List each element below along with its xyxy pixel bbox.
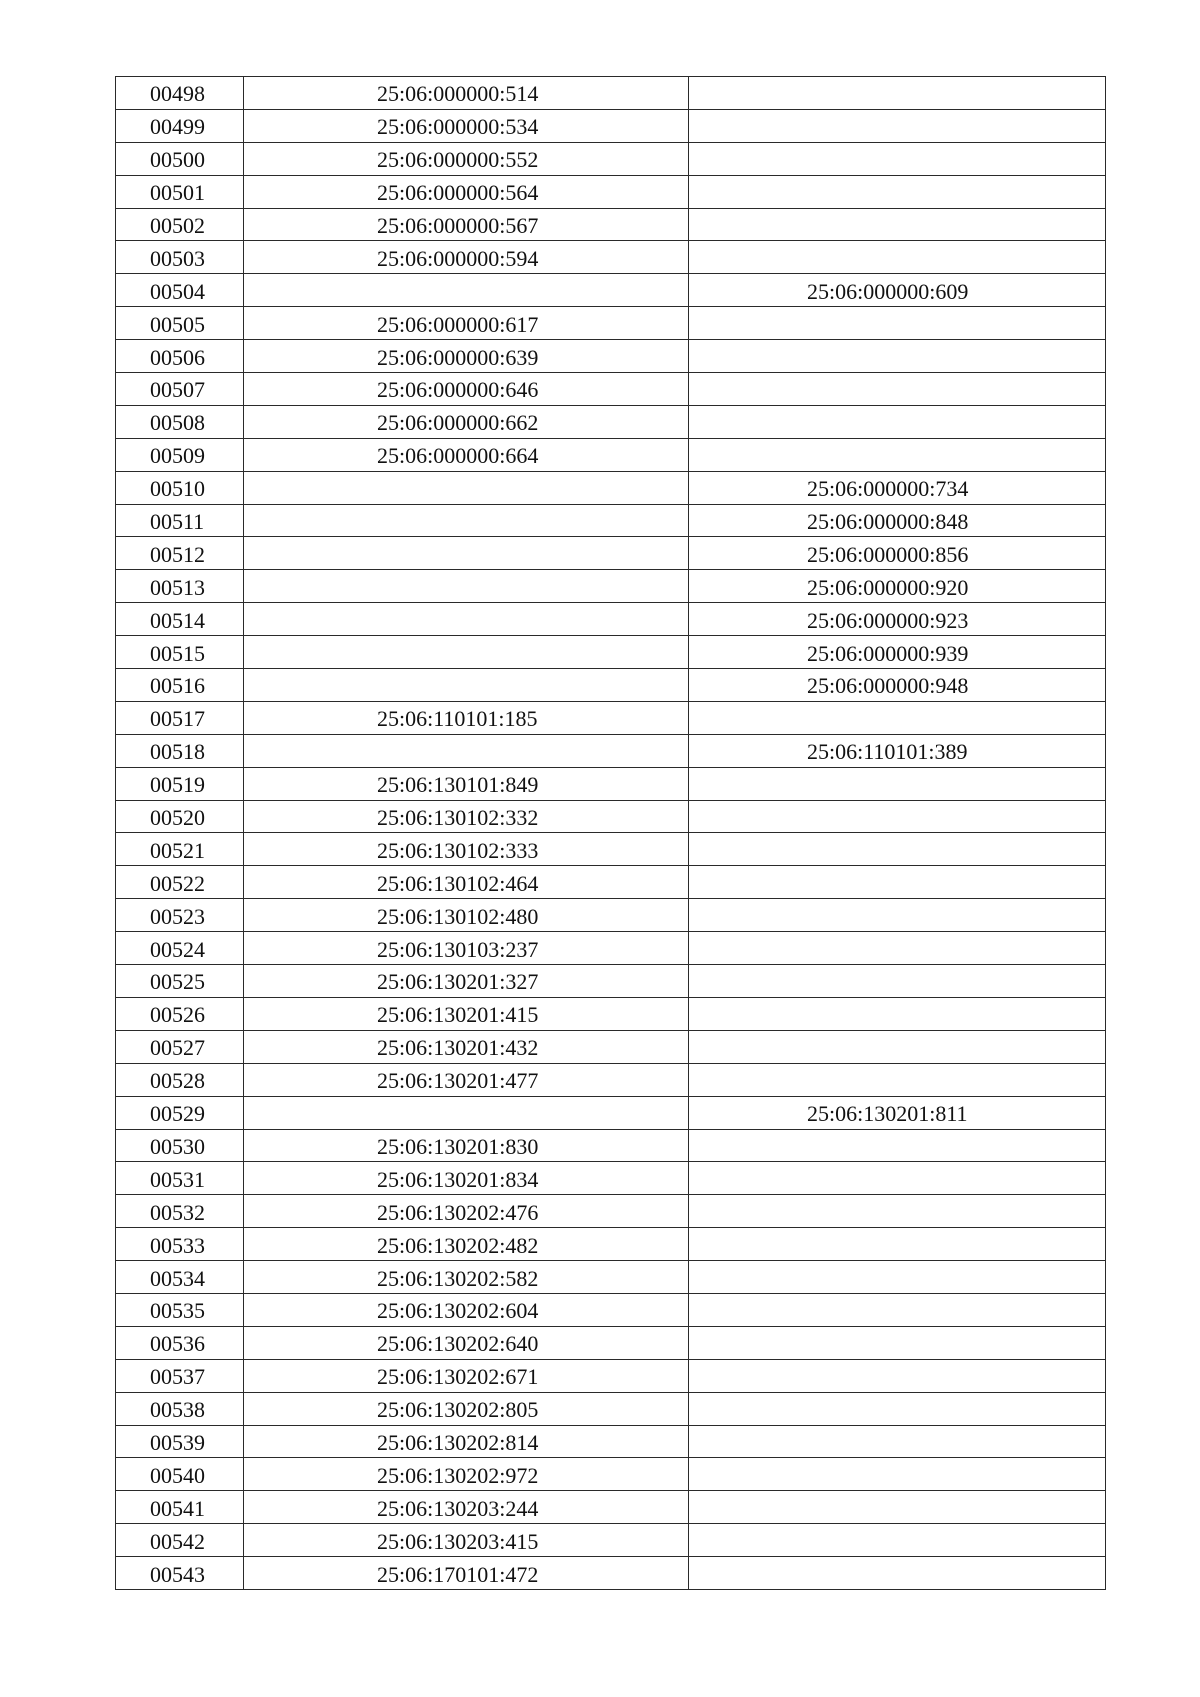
cadastral-number-cell: 25:06:000000:594: [244, 241, 689, 274]
secondary-cadastral-number-cell: [689, 241, 1106, 274]
row-number-cell: 00503: [116, 241, 244, 274]
table-row: [116, 504, 1106, 537]
row-number-cell: 00502: [116, 208, 244, 241]
cadastral-number-cell: 25:06:000000:567: [244, 208, 689, 241]
row-number-cell: 00543: [116, 1557, 244, 1590]
row-number-cell: 00515: [116, 636, 244, 669]
cadastral-number-cell: 25:06:130202:476: [244, 1195, 689, 1228]
secondary-cadastral-number-cell: [689, 1359, 1106, 1392]
table-row: [116, 1228, 1106, 1261]
table-row: [116, 965, 1106, 998]
row-number-cell: 00531: [116, 1162, 244, 1195]
table-body: [116, 77, 1106, 1590]
row-number-cell: 00518: [116, 734, 244, 767]
secondary-cadastral-number-cell: [689, 1129, 1106, 1162]
secondary-cadastral-number-cell: 25:06:130201:811: [689, 1096, 1106, 1129]
secondary-cadastral-number-cell: [689, 1063, 1106, 1096]
row-number-cell: 00505: [116, 307, 244, 340]
table-row: [116, 438, 1106, 471]
table-row: [116, 701, 1106, 734]
cadastral-number-cell: [244, 274, 689, 307]
row-number-cell: 00498: [116, 77, 244, 110]
table-row: [116, 1195, 1106, 1228]
row-number-cell: 00535: [116, 1293, 244, 1326]
cadastral-number-cell: 25:06:130201:477: [244, 1063, 689, 1096]
cadastral-number-cell: 25:06:000000:564: [244, 175, 689, 208]
row-number-cell: 00509: [116, 438, 244, 471]
row-number-cell: 00501: [116, 175, 244, 208]
row-number-cell: 00540: [116, 1458, 244, 1491]
cadastral-number-cell: 25:06:170101:472: [244, 1557, 689, 1590]
row-number-cell: 00508: [116, 405, 244, 438]
secondary-cadastral-number-cell: 25:06:000000:948: [689, 669, 1106, 702]
cadastral-number-cell: 25:06:110101:185: [244, 701, 689, 734]
secondary-cadastral-number-cell: [689, 1392, 1106, 1425]
secondary-cadastral-number-cell: [689, 405, 1106, 438]
secondary-cadastral-number-cell: [689, 1425, 1106, 1458]
table-row: [116, 570, 1106, 603]
cadastral-number-cell: 25:06:130202:814: [244, 1425, 689, 1458]
row-number-cell: 00542: [116, 1524, 244, 1557]
table-row: [116, 1063, 1106, 1096]
cadastral-number-cell: 25:06:130202:640: [244, 1326, 689, 1359]
secondary-cadastral-number-cell: [689, 800, 1106, 833]
table-row: [116, 175, 1106, 208]
row-number-cell: 00513: [116, 570, 244, 603]
secondary-cadastral-number-cell: [689, 1030, 1106, 1063]
row-number-cell: 00504: [116, 274, 244, 307]
secondary-cadastral-number-cell: [689, 997, 1106, 1030]
cadastral-number-cell: 25:06:000000:617: [244, 307, 689, 340]
secondary-cadastral-number-cell: [689, 77, 1106, 110]
secondary-cadastral-number-cell: 25:06:000000:734: [689, 471, 1106, 504]
secondary-cadastral-number-cell: [689, 1458, 1106, 1491]
row-number-cell: 00537: [116, 1359, 244, 1392]
cadastral-number-cell: 25:06:130202:671: [244, 1359, 689, 1392]
table-row: [116, 767, 1106, 800]
row-number-cell: 00517: [116, 701, 244, 734]
cadastral-number-cell: 25:06:130202:805: [244, 1392, 689, 1425]
cadastral-number-cell: [244, 570, 689, 603]
cadastral-number-cell: 25:06:130102:333: [244, 833, 689, 866]
secondary-cadastral-number-cell: [689, 932, 1106, 965]
row-number-cell: 00525: [116, 965, 244, 998]
secondary-cadastral-number-cell: [689, 899, 1106, 932]
secondary-cadastral-number-cell: 25:06:000000:920: [689, 570, 1106, 603]
secondary-cadastral-number-cell: [689, 1557, 1106, 1590]
table-row: [116, 1293, 1106, 1326]
row-number-cell: 00528: [116, 1063, 244, 1096]
cadastral-number-cell: 25:06:130201:432: [244, 1030, 689, 1063]
cadastral-number-cell: 25:06:000000:646: [244, 373, 689, 406]
table-row: [116, 1557, 1106, 1590]
table-row: [116, 1096, 1106, 1129]
secondary-cadastral-number-cell: [689, 767, 1106, 800]
cadastral-number-cell: [244, 603, 689, 636]
row-number-cell: 00530: [116, 1129, 244, 1162]
row-number-cell: 00500: [116, 142, 244, 175]
cadastral-number-cell: 25:06:130202:972: [244, 1458, 689, 1491]
secondary-cadastral-number-cell: 25:06:000000:848: [689, 504, 1106, 537]
table-row: [116, 471, 1106, 504]
row-number-cell: 00532: [116, 1195, 244, 1228]
cadastral-number-cell: 25:06:130202:482: [244, 1228, 689, 1261]
secondary-cadastral-number-cell: 25:06:000000:609: [689, 274, 1106, 307]
table-row: [116, 241, 1106, 274]
cadastral-number-cell: [244, 471, 689, 504]
cadastral-number-cell: 25:06:130202:604: [244, 1293, 689, 1326]
table-row: [116, 899, 1106, 932]
table-row: [116, 1359, 1106, 1392]
cadastral-number-cell: 25:06:000000:534: [244, 109, 689, 142]
row-number-cell: 00499: [116, 109, 244, 142]
cadastral-number-cell: 25:06:000000:662: [244, 405, 689, 438]
cadastral-number-cell: [244, 504, 689, 537]
secondary-cadastral-number-cell: [689, 307, 1106, 340]
cadastral-number-cell: 25:06:130202:582: [244, 1261, 689, 1294]
row-number-cell: 00521: [116, 833, 244, 866]
secondary-cadastral-number-cell: [689, 438, 1106, 471]
secondary-cadastral-number-cell: [689, 1524, 1106, 1557]
cadastral-number-cell: 25:06:130203:244: [244, 1491, 689, 1524]
secondary-cadastral-number-cell: [689, 208, 1106, 241]
row-number-cell: 00529: [116, 1096, 244, 1129]
secondary-cadastral-number-cell: [689, 142, 1106, 175]
cadastral-number-cell: 25:06:000000:552: [244, 142, 689, 175]
cadastral-number-cell: 25:06:130103:237: [244, 932, 689, 965]
cadastral-number-cell: [244, 537, 689, 570]
table-row: [116, 866, 1106, 899]
table-row: [116, 77, 1106, 110]
table-row: [116, 208, 1106, 241]
row-number-cell: 00510: [116, 471, 244, 504]
row-number-cell: 00512: [116, 537, 244, 570]
row-number-cell: 00507: [116, 373, 244, 406]
row-number-cell: 00527: [116, 1030, 244, 1063]
cadastral-number-cell: 25:06:130201:415: [244, 997, 689, 1030]
table-row: [116, 734, 1106, 767]
row-number-cell: 00520: [116, 800, 244, 833]
secondary-cadastral-number-cell: 25:06:000000:856: [689, 537, 1106, 570]
cadastral-number-cell: 25:06:130102:332: [244, 800, 689, 833]
row-number-cell: 00536: [116, 1326, 244, 1359]
secondary-cadastral-number-cell: [689, 866, 1106, 899]
row-number-cell: 00526: [116, 997, 244, 1030]
cadastral-number-cell: 25:06:000000:639: [244, 340, 689, 373]
table-row: [116, 1491, 1106, 1524]
table-row: [116, 340, 1106, 373]
table-row: [116, 603, 1106, 636]
secondary-cadastral-number-cell: [689, 340, 1106, 373]
table-row: [116, 1162, 1106, 1195]
secondary-cadastral-number-cell: [689, 1491, 1106, 1524]
cadastral-number-cell: [244, 734, 689, 767]
secondary-cadastral-number-cell: [689, 1293, 1106, 1326]
secondary-cadastral-number-cell: 25:06:110101:389: [689, 734, 1106, 767]
cadastral-number-cell: 25:06:000000:514: [244, 77, 689, 110]
cadastral-number-cell: 25:06:130201:830: [244, 1129, 689, 1162]
cadastral-table: [115, 76, 1106, 1590]
cadastral-number-cell: 25:06:130102:480: [244, 899, 689, 932]
row-number-cell: 00522: [116, 866, 244, 899]
table-row: [116, 307, 1106, 340]
table-row: [116, 1458, 1106, 1491]
row-number-cell: 00511: [116, 504, 244, 537]
table-row: [116, 636, 1106, 669]
secondary-cadastral-number-cell: [689, 373, 1106, 406]
cadastral-number-cell: 25:06:000000:664: [244, 438, 689, 471]
secondary-cadastral-number-cell: [689, 1228, 1106, 1261]
cadastral-number-cell: 25:06:130201:834: [244, 1162, 689, 1195]
table-row: [116, 997, 1106, 1030]
secondary-cadastral-number-cell: [689, 175, 1106, 208]
secondary-cadastral-number-cell: [689, 1326, 1106, 1359]
table-row: [116, 833, 1106, 866]
table-row: [116, 405, 1106, 438]
table-row: [116, 1425, 1106, 1458]
row-number-cell: 00534: [116, 1261, 244, 1294]
secondary-cadastral-number-cell: [689, 1195, 1106, 1228]
row-number-cell: 00524: [116, 932, 244, 965]
table-row: [116, 800, 1106, 833]
secondary-cadastral-number-cell: [689, 701, 1106, 734]
row-number-cell: 00514: [116, 603, 244, 636]
cadastral-number-cell: [244, 636, 689, 669]
row-number-cell: 00538: [116, 1392, 244, 1425]
row-number-cell: 00533: [116, 1228, 244, 1261]
table-row: [116, 1129, 1106, 1162]
table-row: [116, 1524, 1106, 1557]
row-number-cell: 00523: [116, 899, 244, 932]
secondary-cadastral-number-cell: [689, 833, 1106, 866]
cadastral-number-cell: 25:06:130101:849: [244, 767, 689, 800]
secondary-cadastral-number-cell: 25:06:000000:939: [689, 636, 1106, 669]
cadastral-number-cell: 25:06:130102:464: [244, 866, 689, 899]
table-row: [116, 1261, 1106, 1294]
cadastral-number-cell: [244, 1096, 689, 1129]
secondary-cadastral-number-cell: [689, 1261, 1106, 1294]
table-row: [116, 1392, 1106, 1425]
table-row: [116, 274, 1106, 307]
row-number-cell: 00516: [116, 669, 244, 702]
row-number-cell: 00506: [116, 340, 244, 373]
row-number-cell: 00541: [116, 1491, 244, 1524]
table-row: [116, 537, 1106, 570]
table-row: [116, 932, 1106, 965]
secondary-cadastral-number-cell: [689, 1162, 1106, 1195]
cadastral-number-cell: 25:06:130201:327: [244, 965, 689, 998]
table-row: [116, 669, 1106, 702]
row-number-cell: 00539: [116, 1425, 244, 1458]
secondary-cadastral-number-cell: 25:06:000000:923: [689, 603, 1106, 636]
secondary-cadastral-number-cell: [689, 965, 1106, 998]
row-number-cell: 00519: [116, 767, 244, 800]
cadastral-number-cell: 25:06:130203:415: [244, 1524, 689, 1557]
cadastral-number-cell: [244, 669, 689, 702]
table-row: [116, 142, 1106, 175]
table-row: [116, 373, 1106, 406]
table-row: [116, 1030, 1106, 1063]
table-row: [116, 109, 1106, 142]
table-row: [116, 1326, 1106, 1359]
secondary-cadastral-number-cell: [689, 109, 1106, 142]
